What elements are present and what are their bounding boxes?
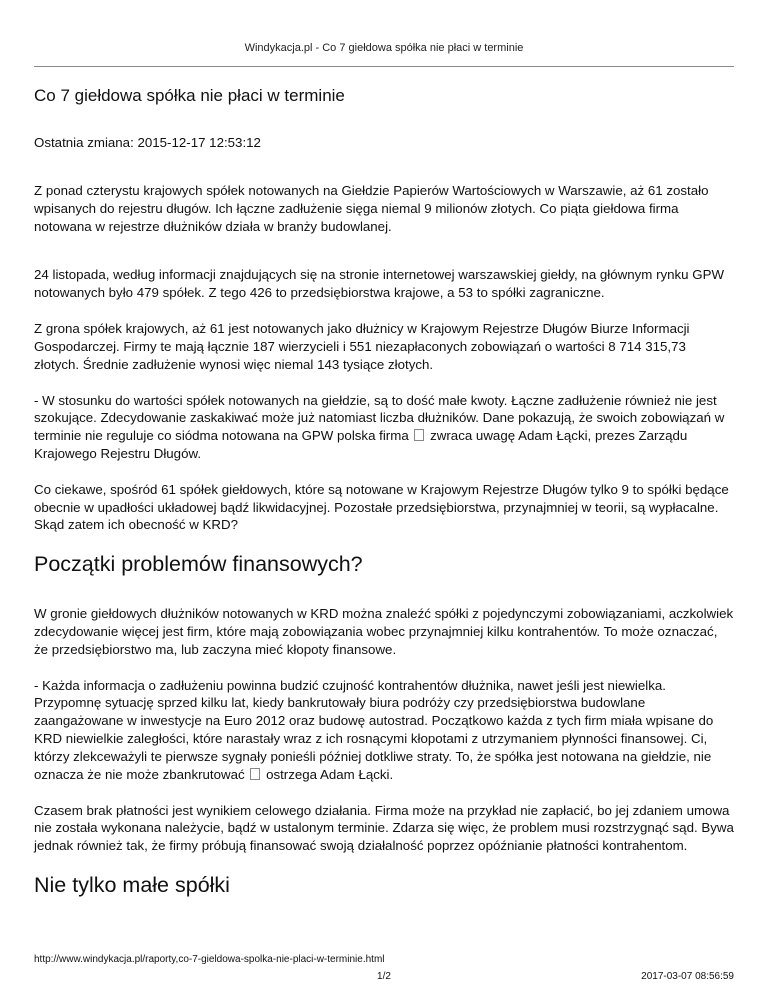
article-intro: Z ponad czterystu krajowych spółek notowanych na Giełdzie Papierów Wartościowych w Warszawie, aż 61 zostało wpisanych do rejestru długów. Ich łączne zadłużenie sięga niemal 9 milionów złotych. Co piąta giełdowa firma notowana w rejestrze dłużników działa w branży budowlanej. <box>34 183 709 234</box>
missing-glyph-icon <box>250 768 260 780</box>
article <box>34 86 734 898</box>
footer-url: http://www.windykacja.pl/raporty,co-7-gieldowa-spolka-nie-placi-w-terminie.html <box>34 954 385 965</box>
page-header: Windykacja.pl - Co 7 giełdowa spółka nie płaci w terminie <box>244 42 524 54</box>
paragraph-6-text-b: ostrzega Adam Łącki. <box>266 766 394 782</box>
header-divider <box>34 66 734 67</box>
paragraph-5: W gronie giełdowych dłużników notowanych w KRD można znaleźć spółki z pojedynczymi zobowiązaniami, aczkolwiek zdecydowanie więcej jest firm, które mają zobowiązania wobec przynajmniej kilku kontrahentów. To może oznaczać, że przedsiębiorstwo ma, lub zaczyna mieć kłopoty finansowe. <box>34 606 734 657</box>
page-number: 1/2 <box>377 971 391 982</box>
paragraph-3 <box>34 392 734 463</box>
paragraph-2: Z grona spółek krajowych, aż 61 jest notowanych jako dłużnicy w Krajowym Rejestrze Długów Biurze Informacji Gospodarczej. Firmy te mają łącznie 187 wierzycieli i 551 niezapłaconych zobowiązań o wartości 8 714 315,73 złotych. Średnie zadłużenie wynosi więc niemal 143 tysiące złotych. <box>34 321 690 372</box>
paragraph-6 <box>34 677 734 784</box>
paragraph-4: Co ciekawe, spośród 61 spółek giełdowych, które są notowane w Krajowym Rejestrze Długów tylko 9 to spółki będące obecnie w upadłości układowej bądź likwidacyjnej. Pozostałe przedsiębiorstwa, przynajmniej w teorii, są wypłacalne. Skąd zatem ich obecność w KRD? <box>34 481 729 533</box>
footer-date: 2017-03-07 08:56:59 <box>641 971 734 982</box>
article-title: Co 7 giełdowa spółka nie płaci w terminie <box>34 86 345 105</box>
paragraph-3-text-b: zwraca uwagę Adam Łącki, prezes Zarządu Krajowego Rejestru Długów. <box>34 428 688 461</box>
last-modified: Ostatnia zmiana: 2015-12-17 12:53:12 <box>34 135 261 150</box>
paragraph-1: 24 listopada, według informacji znajdujących się na stronie internetowej warszawskiej giełdy, na głównym rynku GPW notowanych było 479 spółek. Z tego 426 to przedsiębiorstwa krajowe, a 53 to spółki zagraniczne. <box>34 267 725 301</box>
paragraph-3-text-a: - W stosunku do wartości spółek notowanych na giełdzie, są to dość małe kwoty. Łączne zadłużenie również nie jest szokujące. Zdecydowanie zaskakiwać może już natomiast liczba dłużników. Dane pokazują, że swoich zobowiązań w terminie nie reguluje co siódma notowana na GPW polska firma <box>34 392 725 444</box>
paragraph-6-text-a: - Każda informacja o zadłużeniu powinna budzić czujność kontrahentów dłużnika, nawet jeśli jest niewielka. Przypomnę sytuację sprzed kilku lat, kiedy bankrutowały biura podróży czy przedsiębiorstwa budowlane zaangażowane w inwestycje na Euro 2012 oraz budowę autostrad. Początkowo każda z tych firm miała wpisane do KRD niewielkie zaległości, które narastały wraz z ich rosnącymi kłopotami z utrzymaniem płynności finansowej. Ci, którzy zlekceważyli te pierwsze sygnały ponieśli później dotkliwe straty. To, że spółka jest notowana na giełdzie, nie oznacza że nie może zbankrutować <box>34 677 714 782</box>
section-heading-2: Nie tylko małe spółki <box>34 872 230 897</box>
missing-glyph-icon <box>414 429 424 441</box>
paragraph-7: Czasem brak płatności jest wynikiem celowego działania. Firma może na przykład nie zapłacić, bo jej zdaniem umowa nie została wykonana należycie, bądź w ustalonym terminie. Zdarza się więc, że problem musi rozstrzygnąć sąd. Bywa jednak również tak, że firmy próbują finansować swoją działalność poprzez opóźnianie płatności kontrahentom. <box>34 802 734 854</box>
section-heading-1: Początki problemów finansowych? <box>34 552 363 577</box>
